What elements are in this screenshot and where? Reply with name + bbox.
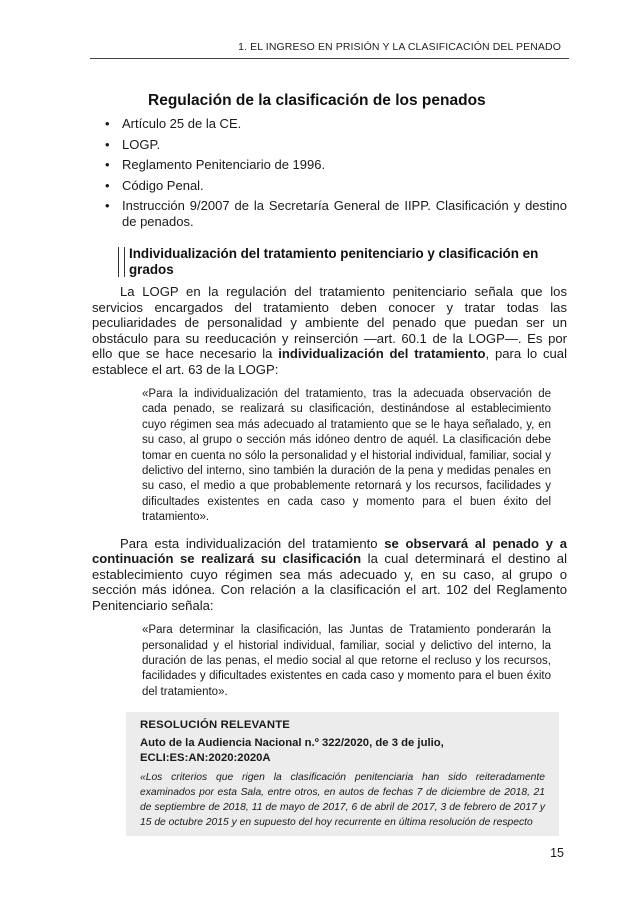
resolution-reference [140, 736, 545, 766]
paragraph-2-bold: se observará al penado y a continuación se realizará su clasificación [92, 535, 567, 567]
list-item-text: Reglamento Penitenciario de 1996. [122, 157, 326, 172]
running-head-title: 1. EL INGRESO EN PRISIÓN Y LA CLASIFICACIÓN DEL PENADO [238, 41, 561, 53]
regulation-list [92, 116, 567, 230]
list-item-text: Instrucción 9/2007 de la Secretaría General de IIPP. Clasificación y destino de penados. [122, 198, 567, 229]
list-item-text: Código Penal. [122, 177, 204, 193]
list-item [92, 178, 567, 194]
list-item-text: Artículo 25 de la CE. [122, 116, 242, 131]
subheading-text: Individualización del tratamiento penitenciario y clasificación en grados [129, 246, 539, 277]
section-title: Regulación de la clasificación de los penados [148, 92, 486, 109]
paragraph-2-text-b: la cual determinará el destino al establecimiento cuyo régimen sea más adecuado y, en su caso, al grupo o sección más idónea. Con relación a la clasificación el art. 102 del Reglamento Penitenciario señala: [92, 551, 567, 613]
list-item [92, 137, 567, 153]
resolution-text: «Los criterios que rigen la clasificación penitenciaria han sido reiteradamente examinados por esta Sala, entre otros, en autos de fechas 7 de diciembre de 2018, 21 de septiembre de 2018, 11 de mayo de 2017, 6 de abril de 2017, 3 de febrero de 2017 y 15 de octubre 2015 y en supuesto del hoy recurrente en última resolución de respecto [140, 772, 545, 829]
paragraph-2 [92, 536, 567, 614]
paragraph-1-text-b: , para lo cual establece el art. 63 de la LOGP: [92, 346, 567, 377]
header-rule [90, 58, 569, 59]
bullet-icon: • [105, 157, 110, 172]
list-item [92, 116, 567, 132]
subheading [118, 246, 567, 278]
page-number: 15 [550, 846, 564, 860]
bullet-icon: • [105, 116, 110, 131]
bullet-icon: • [105, 177, 110, 193]
double-bar-icon [118, 247, 125, 277]
quote-art-63: «Para la individualización del tratamiento, tras la adecuada observación de cada penado, se realizará su clasificación, destinándose al establecimiento cuyo régimen sea más adecuado al tratamiento que se le haya señalado, y, en su caso, al grupo o sección más idóneo dentro de aquél. La clasificación debe tomar en cuenta no sólo la personalidad y el historial individual, familiar, social y delictivo del interno, sino también la duración de la pena y medidas penales en su caso, el medio a que probablemente retornará y los recursos, facilidades y dificultades existentes en cada caso y momento para el buen éxito del tratamiento». [142, 388, 551, 524]
page-content [92, 92, 567, 836]
bullet-icon: • [105, 136, 110, 152]
resolution-reference-line-2: ECLI:ES:AN:2020:2020A [140, 752, 271, 765]
list-item-text: LOGP. [122, 136, 161, 152]
list-item [92, 198, 567, 230]
resolution-reference-line-1: Auto de la Audiencia Nacional n.º 322/2020, de 3 de julio, [140, 737, 444, 750]
quote-art-102: «Para determinar la clasificación, las Juntas de Tratamiento ponderarán la personalidad y el historial individual, familiar, social y delictivo del interno, la duración de las penas, el medio social al que retorne el recluso y los recursos, facilidades y dificultades existentes en cada caso y momento para el buen éxito del tratamiento». [142, 624, 551, 698]
relevant-resolution-box [126, 712, 559, 836]
paragraph-1-bold: individualización del tratamiento [278, 346, 486, 361]
bullet-icon: • [105, 198, 110, 213]
list-item [92, 157, 567, 173]
paragraph-1 [92, 284, 567, 377]
paragraph-1-text-a: La LOGP en la regulación del tratamiento penitenciario señala que los servicios encargados del tratamiento deben conocer y tratar todas las peculiaridades de personalidad y ambiente del penado que puedan ser un obstáculo para su reeducación y reinserción —art. 60.1 de la LOGP—. Es por ello que se hace necesario la [92, 284, 567, 361]
paragraph-2-text-a: Para esta individualización del tratamiento [120, 535, 385, 551]
resolution-label: RESOLUCIÓN RELEVANTE [140, 719, 291, 732]
